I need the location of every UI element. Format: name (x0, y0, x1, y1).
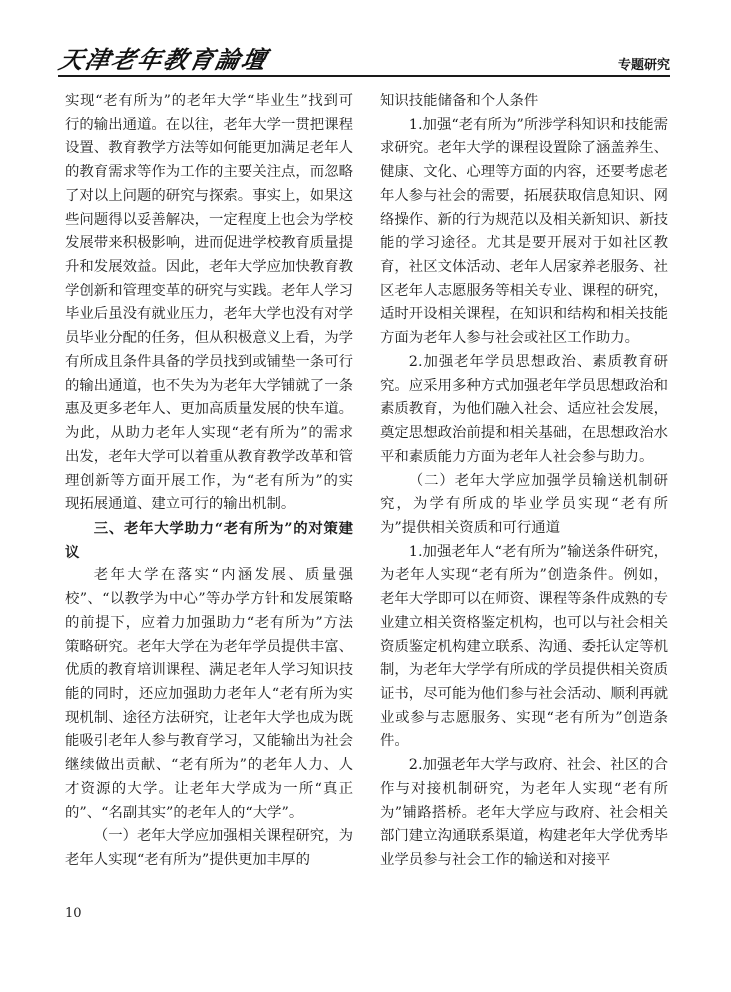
subsection-heading: （一）老年大学应加强相关课程研究，为老年人实现“老有所为”提供更加丰厚的 (65, 828, 353, 868)
header-rule (58, 75, 670, 77)
journal-masthead: 天津老年教育論壇 (56, 45, 271, 74)
subsection-heading: （二）老年大学应加强学员输送机制研究，为学有所成的毕业学员实现“老有所为”提供相关资质和可行通道 (380, 472, 668, 536)
paragraph: 知识技能储备和个人条件 (380, 93, 539, 109)
page-header (58, 40, 670, 80)
paragraph: 1.加强老年人“老有所为”输送条件研究，为老年人实现“老有所为”创造条件。例如，老年大学即可以在师资、课程等条件成熟的专业建立相关资格鉴定机构，也可以与社会相关资质鉴定机构建立联系、沟通、委托认定等机制，为老年大学学有所成的学员提供相关资质证书，尽可能为他们参与社会活动、顺利再就业或参与志愿服务、实现“老有所为”创造条件。 (380, 543, 668, 750)
section-heading: 三、老年大学助力“老有所为”的对策建议 (65, 519, 353, 561)
paragraph: 老年大学在落实“内涵发展、质量强校”、“以教学为中心”等办学方针和发展策略的前提下，应着力加强助力“老有所为”方法策略研究。老年大学在为老年学员提供丰富、优质的教育培训课程、满足老年人学习知识技能的同时，还应加强助力老年人“老有所为实现机制、途径方法研究，让老年大学也成为既能吸引老年人参与教育学习，又能输出为社会继续做出贡献、“老有所为”的老年人力、人才资源的大学。让老年大学成为一所“真正的”、“名副其实”的老年人的“大学”。 (65, 567, 353, 821)
left-column (65, 90, 353, 873)
section-label: 专题研究 (617, 58, 670, 73)
right-column (380, 90, 668, 873)
paragraph: 实现“老有所为”的老年大学“毕业生”找到可行的输出通道。在以往，老年大学一贯把课程设置、教育教学方法等如何能更加满足老年人的教育需求等作为工作的主要关注点，而忽略了对以上问题的研究与探索。事实上，如果这些问题得以妥善解决，一定程度上也会为学校发展带来积极影响，进而促进学校教育质量提升和发展效益。因此，老年大学应加快教育教学创新和管理变革的研究与实践。老年人学习毕业后虽没有就业压力，老年大学也没有对学员毕业分配的任务，但从积极意义上看，为学有所成且条件具备的学员找到或铺垫一条可行的输出通道，也不失为为老年大学铺就了一条惠及更多老年人、更加高质量发展的快车道。为此，从助力老年人实现“老有所为”的需求出发，老年大学可以着重从教育教学改革和管理创新等方面开展工作，为“老有所为”的实现拓展通道、建立可行的输出机制。 (65, 93, 353, 513)
page-number: 10 (65, 906, 82, 921)
paragraph: 2.加强老年学员思想政治、素质教育研究。应采用多种方式加强老年学员思想政治和素质教育，为他们融入社会、适应社会发展，奠定思想政治前提和相关基础，在思想政治水平和素质能力方面为老年人社会参与助力。 (380, 353, 668, 465)
paragraph: 2.加强老年大学与政府、社会、社区的合作与对接机制研究，为老年人实现“老有所为”铺路搭桥。老年大学应与政府、社会相关部门建立沟通联系渠道，构建老年大学优秀毕业学员参与社会工作的输送和对接平 (380, 757, 668, 868)
paragraph: 1.加强“老有所为”所涉学科知识和技能需求研究。老年大学的课程设置除了涵盖养生、健康、文化、心理等方面的内容，还要考虑老年人参与社会的需要，拓展获取信息知识、网络操作、新的行为规范以及相关新知识、新技能的学习途径。尤其是要开展对于如社区教育，社区文体活动、老年人居家养老服务、社区老年人志愿服务等相关专业、课程的研究，适时开设相关课程，在知识和结构和相关技能方面为老年人参与社会或社区工作助力。 (380, 116, 668, 347)
